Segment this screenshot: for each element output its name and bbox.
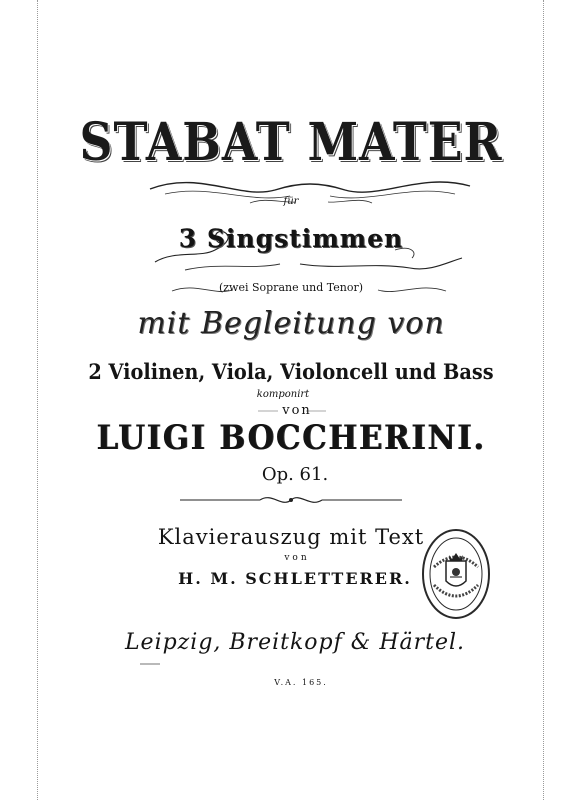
library-stamp-icon [420,527,492,621]
by-label-arranger: von [284,553,310,563]
plate-number: V.A. 165. [274,678,328,687]
composer-name: LUIGI BOCCHERINI. [96,418,486,458]
arrangement-title: Klavierauszug mit Text [157,525,425,549]
arranger-name: H. M. SCHLETTERER. [178,569,412,588]
publisher-imprint: Leipzig, Breitkopf & Härtel. [124,630,466,655]
composed-label: komponirt [256,389,310,400]
accompaniment-line: mit Begleitung von [137,306,445,341]
instrumentation: 2 Violinen, Viola, Violoncell und Bass [88,359,494,384]
opus-number: Op. 61. [261,464,329,485]
by-label-composer: von [282,403,312,418]
score-title: STABAT MATER [79,112,503,173]
voices-detail: (zwei Soprane und Tenor) [218,281,364,294]
voices-heading: 3 Singstimmen [178,224,404,253]
for-label: für [283,196,299,207]
